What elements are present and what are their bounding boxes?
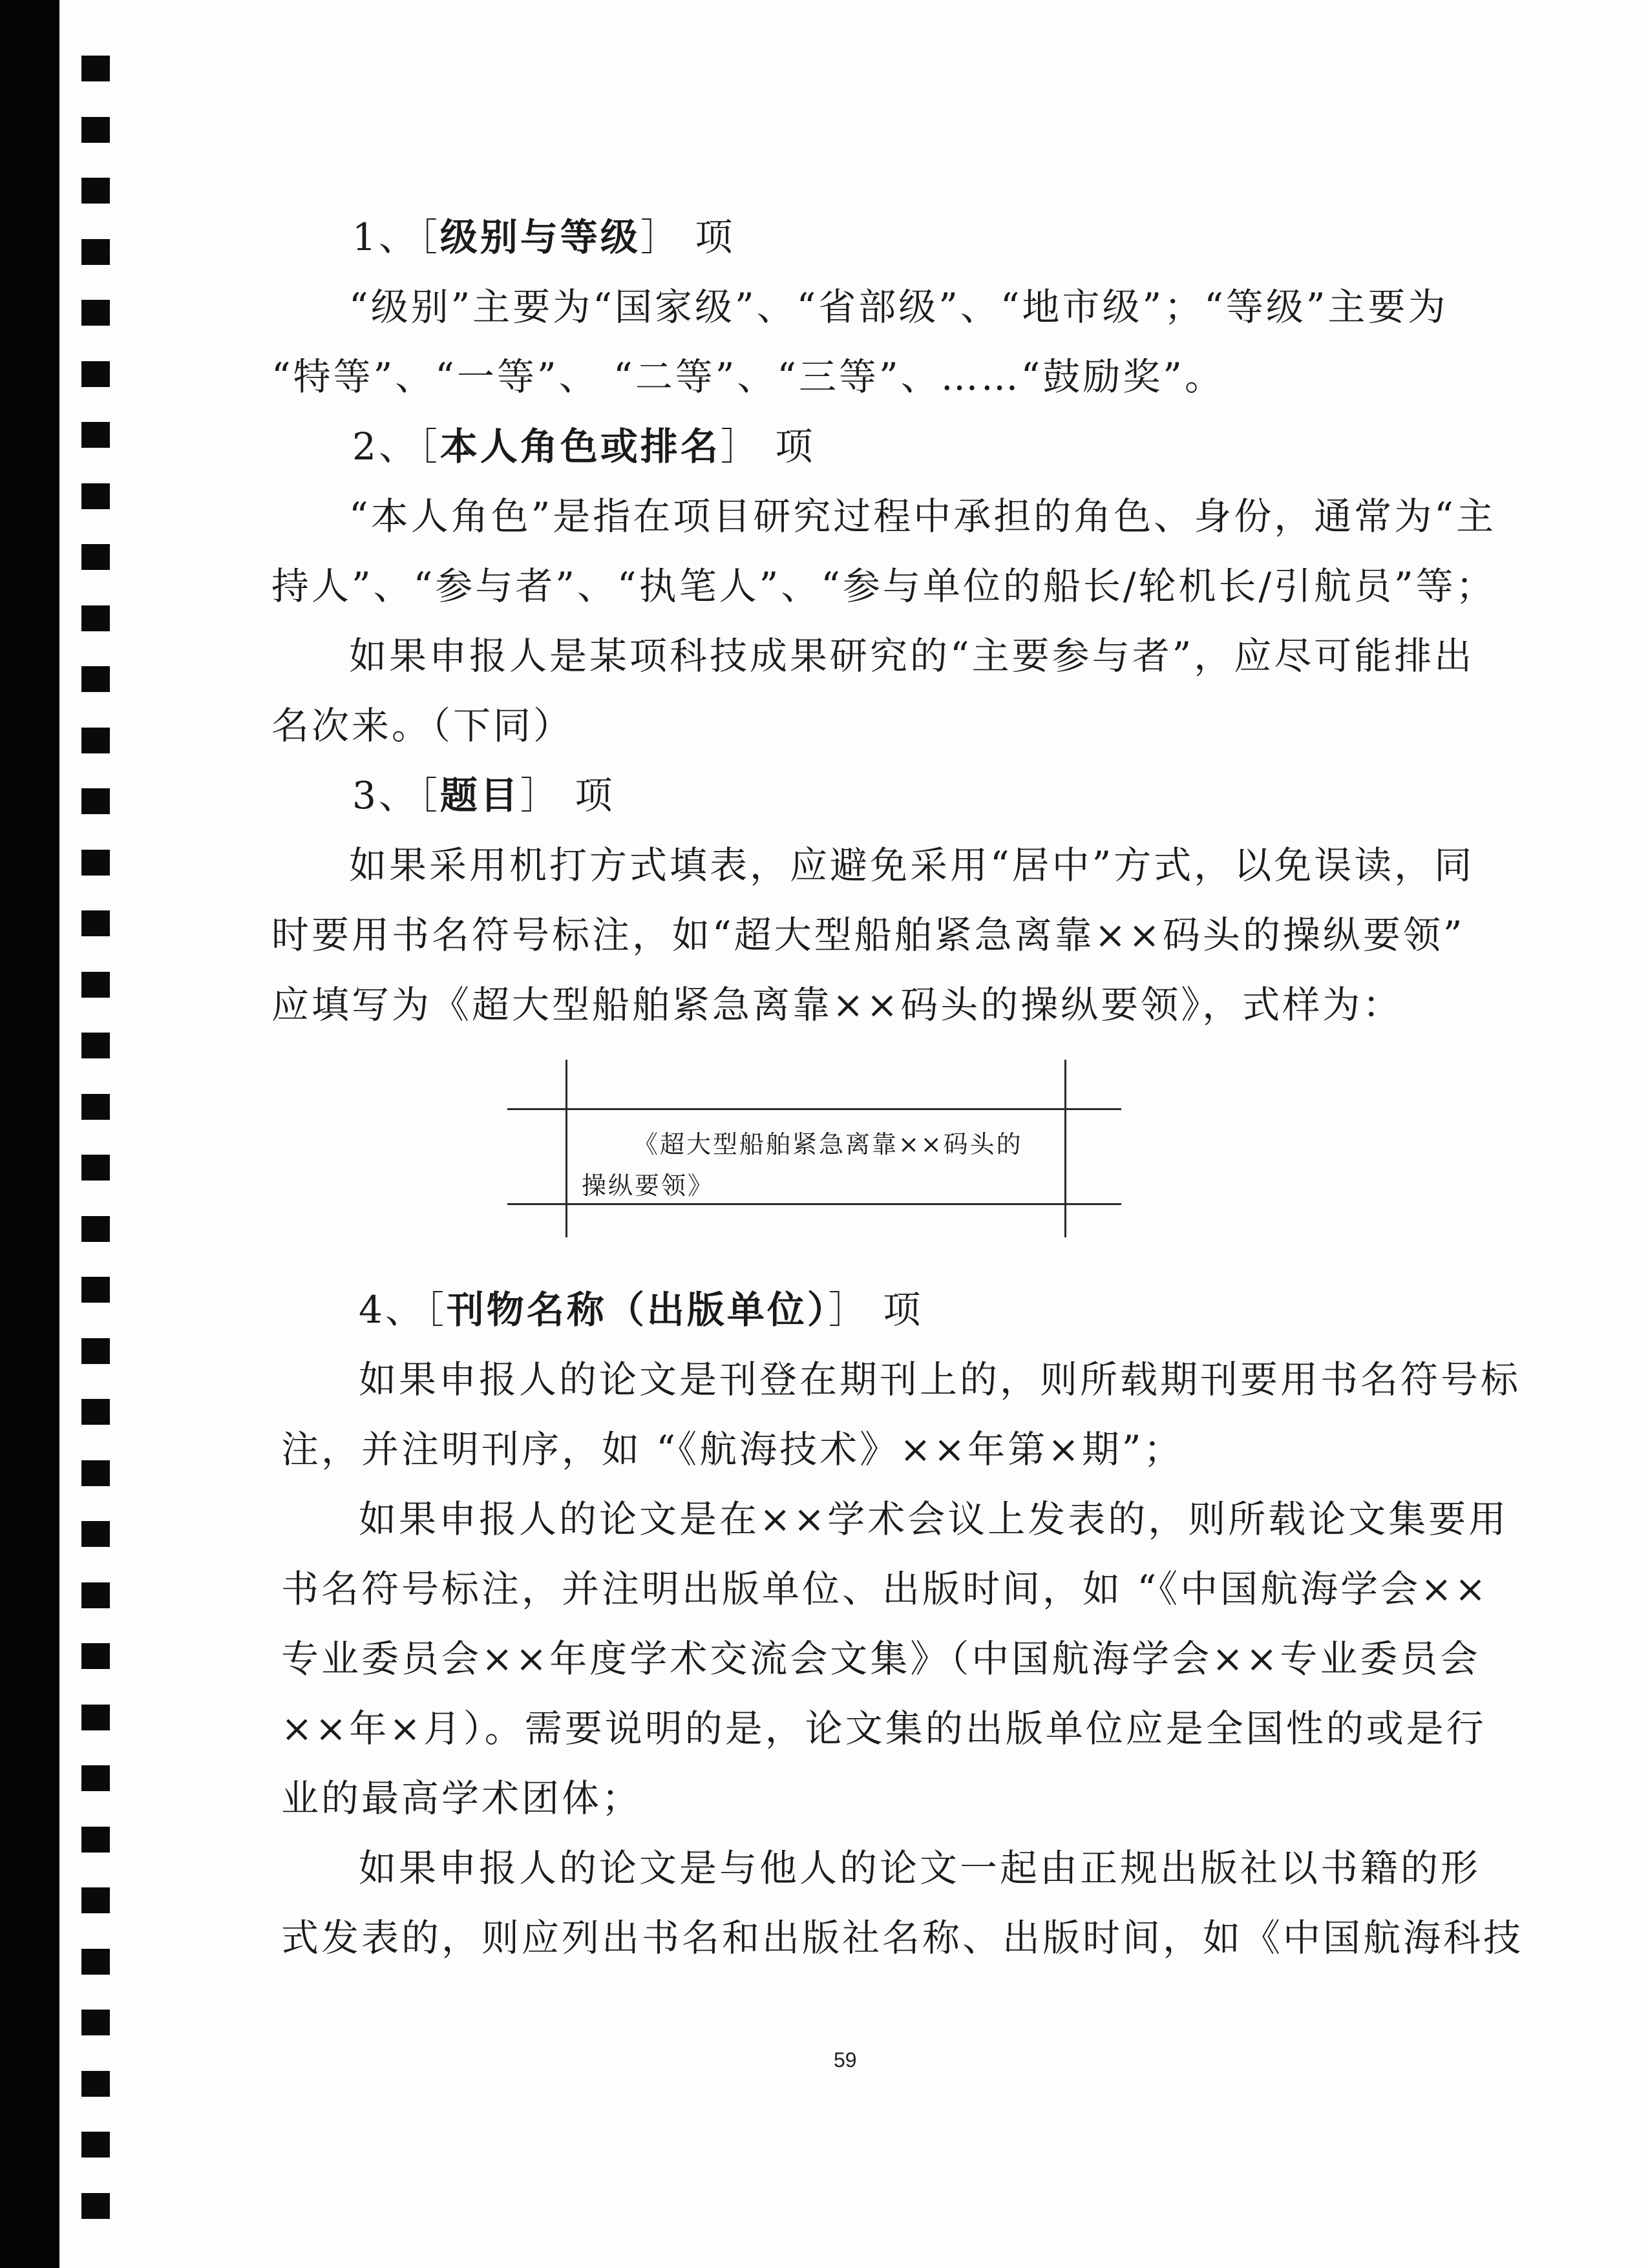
- section-4-title: 刊物名称（出版单位）: [446, 1288, 829, 1332]
- paragraph-line: 书名符号标注，并注明出版单位、出版时间，如 “《中国航海学会××: [281, 1567, 1489, 1611]
- section-2-number: 2、: [352, 425, 419, 468]
- binding-hole: [81, 2132, 110, 2158]
- binding-hole: [81, 2010, 110, 2035]
- paragraph-line: 时要用书名符号标注，如“超大型船舶紧急离靠××码头的操纵要领”: [271, 913, 1465, 957]
- binding-hole: [81, 1765, 110, 1791]
- table-border: [1064, 1060, 1066, 1237]
- binding-hole: [81, 300, 110, 326]
- binding-hole: [81, 1705, 110, 1730]
- binding-hole: [81, 117, 110, 143]
- section-2-heading: 2、［本人角色或排名］ 项: [352, 425, 816, 468]
- binding-hole: [81, 1094, 110, 1120]
- binding-hole: [81, 1155, 110, 1181]
- binding-hole: [81, 788, 110, 814]
- binding-hole: [81, 1460, 110, 1486]
- binding-hole: [81, 1338, 110, 1364]
- binding-hole: [81, 483, 110, 509]
- paragraph-line: 专业委员会××年度学术交流会文集》（中国航海学会××专业委员会: [281, 1637, 1481, 1681]
- binding-hole: [81, 1582, 110, 1608]
- binding-hole: [81, 1277, 110, 1303]
- paragraph-line: “特等”、“一等”、 “二等”、“三等”、……“鼓励奖”。: [271, 355, 1225, 399]
- paragraph-line: 如果申报人是某项科技成果研究的“主要参与者”，应尽可能排出: [349, 634, 1475, 678]
- binding-holes: [81, 56, 114, 2252]
- section-4-number: 4、: [359, 1288, 425, 1332]
- binding-hole: [81, 178, 110, 204]
- binding-hole: [81, 2071, 110, 2097]
- section-3-number: 3、: [352, 773, 419, 817]
- binding-hole: [81, 544, 110, 570]
- section-1-title: 级别与等级: [439, 215, 640, 259]
- page-number: 59: [834, 2048, 857, 2072]
- section-1-number: 1、: [352, 215, 419, 259]
- paragraph-line: 如果申报人的论文是刊登在期刊上的，则所载期刊要用书名符号标: [359, 1358, 1521, 1402]
- binding-hole: [81, 56, 110, 81]
- paragraph-line: ××年×月）。需要说明的是，论文集的出版单位应是全国性的或是行: [281, 1706, 1486, 1750]
- paragraph-line: 持人”、“参与者”、“执笔人”、“参与单位的船长/轮机长/引航员”等；: [271, 564, 1496, 608]
- binding-hole: [81, 1643, 110, 1669]
- paragraph-line: 注，并注明刊序，如 “《航海技术》××年第×期”；: [281, 1427, 1184, 1471]
- paragraph-line: 名次来。（下同）: [271, 704, 574, 748]
- section-4-heading: 4、［刊物名称（出版单位）］ 项: [359, 1288, 924, 1332]
- table-border: [565, 1060, 567, 1237]
- binding-hole: [81, 910, 110, 936]
- sample-title-line-2: 操纵要领》: [582, 1171, 715, 1200]
- binding-hole: [81, 1033, 110, 1058]
- paragraph-line: “本人角色”是指在项目研究过程中承担的角色、身份，通常为“主: [349, 494, 1496, 538]
- table-border: [507, 1203, 1121, 1205]
- binding-hole: [81, 1399, 110, 1425]
- binding-hole: [81, 239, 110, 265]
- section-2-title: 本人角色或排名: [439, 425, 721, 468]
- binding-hole: [81, 972, 110, 998]
- binding-hole: [81, 1521, 110, 1547]
- binding-hole: [81, 1887, 110, 1913]
- binding-hole: [81, 1216, 110, 1242]
- paragraph-line: 如果采用机打方式填表，应避免采用“居中”方式，以免误读，同: [349, 843, 1475, 887]
- paragraph-line: “级别”主要为“国家级”、“省部级”、“地市级”；“等级”主要为: [349, 285, 1448, 329]
- paragraph-line: 如果申报人的论文是与他人的论文一起由正规出版社以书籍的形: [359, 1846, 1481, 1890]
- binding-hole: [81, 1949, 110, 1975]
- section-1-heading: 1、［级别与等级］ 项: [352, 215, 735, 259]
- binding-hole: [81, 728, 110, 753]
- binding-hole: [81, 2193, 110, 2219]
- binding-hole: [81, 605, 110, 631]
- table-border: [507, 1108, 1121, 1110]
- scan-binding-edge: [0, 0, 59, 2268]
- binding-hole: [81, 361, 110, 387]
- section-3-heading: 3、［题目］ 项: [352, 773, 615, 817]
- paragraph-line: 如果申报人的论文是在××学术会议上发表的，则所载论文集要用: [359, 1497, 1509, 1541]
- paragraph-line: 应填写为《超大型船舶紧急离靠××码头的操纵要领》，式样为：: [271, 983, 1403, 1027]
- binding-hole: [81, 1827, 110, 1853]
- title-format-sample: [507, 1060, 1128, 1241]
- paragraph-line: 业的最高学术团体；: [281, 1776, 642, 1820]
- paragraph-line: 式发表的，则应列出书名和出版社名称、出版时间，如《中国航海科技: [281, 1916, 1524, 1960]
- sample-title-line-1: 《超大型船舶紧急离靠××码头的: [633, 1130, 1023, 1159]
- section-3-title: 题目: [439, 773, 520, 817]
- binding-hole: [81, 850, 110, 876]
- binding-hole: [81, 666, 110, 692]
- binding-hole: [81, 422, 110, 448]
